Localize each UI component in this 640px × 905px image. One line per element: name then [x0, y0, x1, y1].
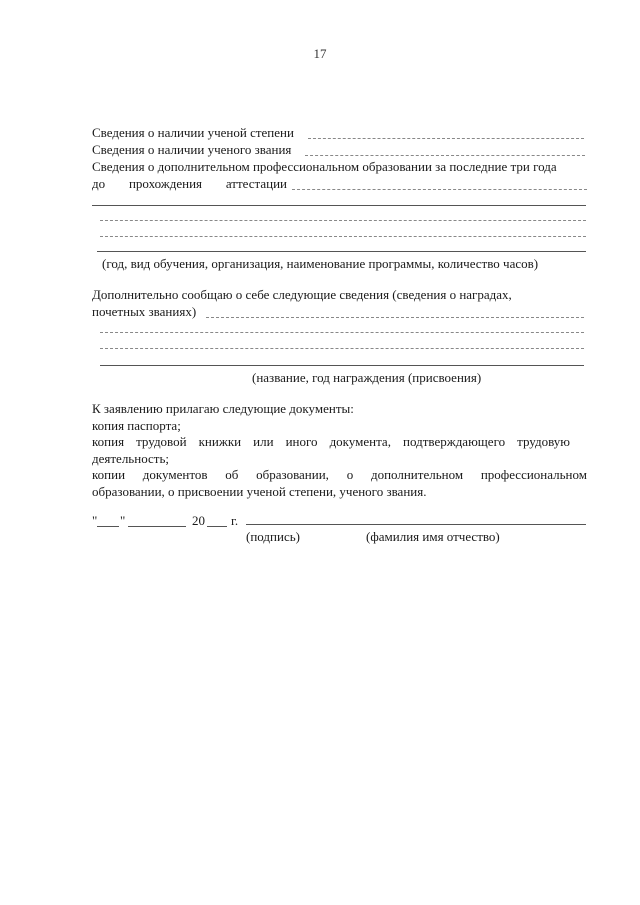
awards-field-line[interactable] [100, 332, 584, 333]
full-name-caption: (фамилия имя отчество) [366, 529, 500, 544]
awards-caption: (название, год награждения (присвоения) [252, 370, 482, 385]
training-field[interactable] [292, 189, 587, 190]
awards-field[interactable] [206, 317, 584, 318]
date-year-prefix: 20 [192, 513, 205, 528]
extra-info-label: Дополнительно сообщаю о себе следующие сведения (сведения о наградах, [92, 287, 512, 302]
date-month-field[interactable] [128, 526, 186, 527]
degree-field[interactable] [308, 138, 584, 139]
training-caption: (год, вид обучения, организация, наименование программы, количество часов) [102, 256, 539, 271]
date-quote-open: " [92, 513, 98, 528]
training-label: Сведения о дополнительном профессиональном образовании за последние три года [92, 159, 557, 174]
training-field-line[interactable] [92, 205, 586, 206]
signature-caption: (подпись) [246, 529, 300, 544]
date-year-field[interactable] [207, 526, 227, 527]
attachment-item: копии документов об образовании, о дополнительном профессиональном [92, 467, 587, 482]
extra-info-label-continued: почетных званиях) [92, 304, 197, 319]
page-number: 17 [313, 46, 327, 61]
awards-field-line[interactable] [100, 348, 584, 349]
attachment-item: копия паспорта; [92, 418, 181, 433]
training-word: прохождения [128, 176, 203, 191]
attachment-item-continued: деятельность; [92, 451, 170, 466]
awards-field-line[interactable] [100, 365, 584, 366]
training-word: до [92, 176, 106, 191]
training-label-continued [92, 176, 287, 192]
training-field-line[interactable] [97, 251, 586, 252]
signature-field[interactable] [246, 524, 586, 525]
academic-title-label: Сведения о наличии ученого звания [92, 142, 292, 157]
date-year-suffix: г. [231, 513, 239, 528]
date-day-field[interactable] [97, 526, 119, 527]
attachment-item: копия трудовой книжки или иного документа, подтверждающего трудовую [92, 434, 570, 449]
attachment-item-continued: образовании, о присвоении ученой степени, ученого звания. [92, 484, 427, 499]
attachments-intro: К заявлению прилагаю следующие документы: [92, 401, 354, 416]
training-field-line[interactable] [100, 220, 586, 221]
date-quote-close: " [120, 513, 126, 528]
training-field-line[interactable] [100, 236, 586, 237]
training-word: аттестации [225, 176, 287, 191]
degree-label: Сведения о наличии ученой степени [92, 125, 294, 140]
academic-title-field[interactable] [305, 155, 585, 156]
